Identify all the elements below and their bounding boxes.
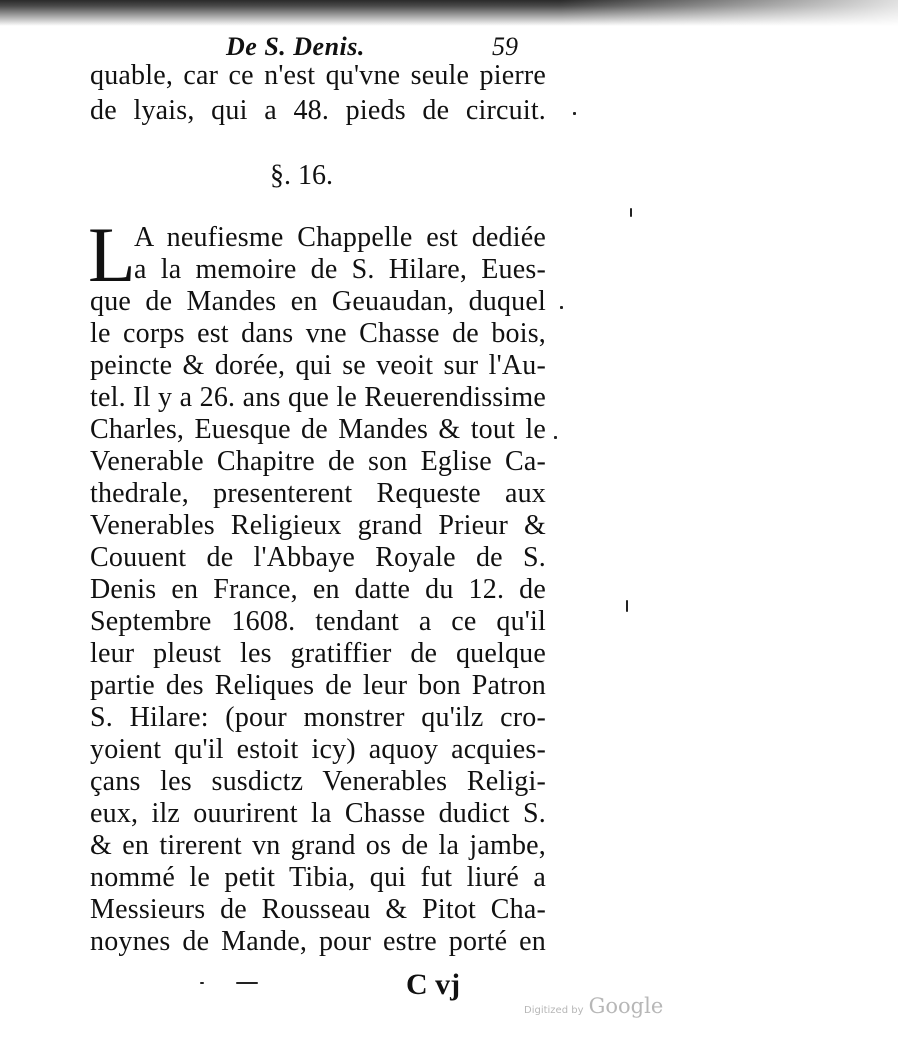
drop-cap: L [88, 211, 136, 298]
paragraph-line: Denis en France, en datte du 12. de [90, 574, 546, 605]
paragraph-line: & en tirerent vn grand os de la jambe, [90, 830, 546, 861]
signature-mark: C vj [406, 968, 461, 1001]
running-head: De S. Denis. [226, 32, 365, 61]
paragraph-line: Couuent de l'Abbaye Royale de S. [90, 542, 546, 573]
paragraph-line: S. Hilare: (pour monstrer qu'ilz cro- [90, 702, 546, 733]
paragraph-line: Septembre 1608. tendant a ce qu'il [90, 606, 546, 637]
scan-speck [554, 436, 557, 439]
scan-speck [560, 306, 563, 309]
page-number: 59 [492, 32, 518, 61]
paragraph-line: partie des Reliques de leur bon Patron [90, 670, 546, 701]
paragraph-line: Messieurs de Rousseau & Pitot Cha- [90, 894, 546, 925]
paragraph-line: Venerables Religieux grand Prieur & [90, 510, 546, 541]
watermark-prefix: Digitized by [524, 1005, 584, 1016]
watermark-brand: Google [588, 994, 664, 1018]
scan-speck [200, 982, 204, 984]
paragraph-line: eux, ilz ouurirent la Chasse dudict S. [90, 798, 546, 829]
paragraph-line: a la memoire de S. Hilare, Eues- [134, 254, 546, 285]
paragraph-line: nommé le petit Tibia, qui fut liuré a [90, 862, 546, 893]
paragraph-line: thedrale, presenterent Requeste aux [90, 478, 546, 509]
paragraph-line: le corps est dans vne Chasse de bois, [90, 318, 546, 349]
text-line: quable, car ce n'est qu'vne seule pierre [90, 60, 546, 91]
paragraph-line: que de Mandes en Geuaudan, duquel [90, 286, 546, 317]
paragraph-line: peincte & dorée, qui se veoit sur l'Au- [90, 350, 546, 381]
google-watermark [524, 994, 663, 1018]
scan-top-edge [0, 0, 898, 26]
paragraph-line: Venerable Chapitre de son Eglise Ca- [90, 446, 546, 477]
paragraph-line: noynes de Mande, pour estre porté en [90, 926, 546, 957]
text-line: de lyais, qui a 48. pieds de circuit. [90, 95, 546, 126]
paragraph-line: leur pleust les gratiffier de quelque [90, 638, 546, 669]
section-heading: §. 16. [270, 160, 333, 191]
paragraph-line: Charles, Euesque de Mandes & tout le [90, 414, 546, 445]
paragraph-line: yoient qu'il estoit icy) aquoy acquies- [90, 734, 546, 765]
paragraph-line: A neufiesme Chappelle est dediée [134, 222, 546, 253]
paragraph-line: çans les susdictz Venerables Religi- [90, 766, 546, 797]
paragraph-line: tel. Il y a 26. ans que le Reuerendissime [90, 382, 546, 413]
scan-speck [630, 208, 632, 217]
scan-speck [573, 112, 576, 115]
scan-speck [626, 600, 628, 612]
scan-edge-fade [560, 0, 898, 26]
scan-speck [236, 982, 258, 984]
